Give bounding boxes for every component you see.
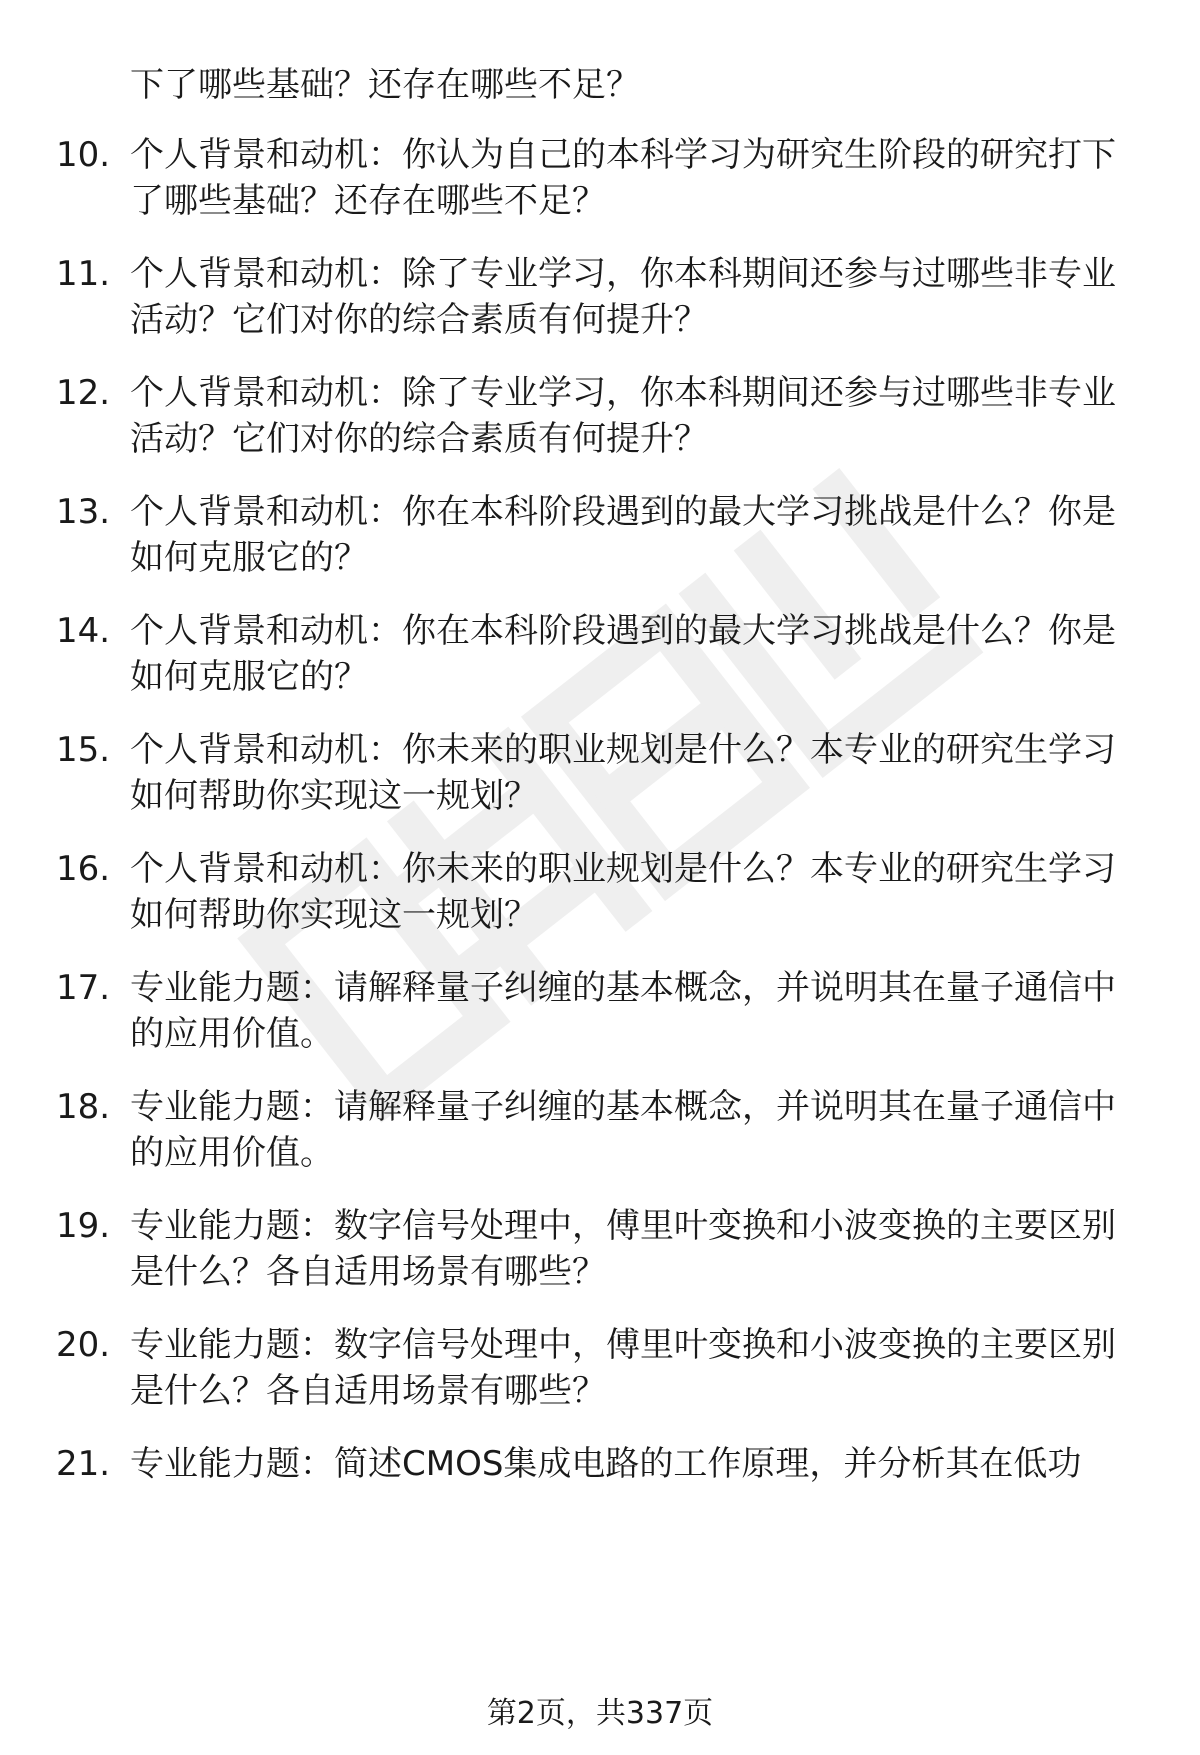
question-number: 20.: [56, 1325, 111, 1365]
question-number: 18.: [56, 1087, 111, 1127]
question-number: 21.: [56, 1444, 111, 1484]
question-text: 专业能力题：数字信号处理中，傅里叶变换和小波变换的主要区别是什么？各自适用场景有哪些？: [130, 1206, 1116, 1292]
page-footer: 第2页，共337页: [486, 1696, 714, 1731]
question-text: 个人背景和动机：你认为自己的本科学习为研究生阶段的研究打下了哪些基础？还存在哪些不足？: [130, 135, 1116, 221]
question-number: 11.: [56, 254, 111, 294]
question-number: 19.: [56, 1206, 111, 1246]
question-text: 专业能力题：简述CMOS集成电路的工作原理，并分析其在低功: [130, 1444, 1082, 1484]
question-text: 专业能力题：请解释量子纠缠的基本概念，并说明其在量子通信中的应用价值。: [130, 1087, 1116, 1173]
question-number: 13.: [56, 492, 111, 532]
question-number: 12.: [56, 373, 111, 413]
question-text: 个人背景和动机：你在本科阶段遇到的最大学习挑战是什么？你是如何克服它的？: [130, 492, 1116, 578]
question-text: 个人背景和动机：除了专业学习，你本科期间还参与过哪些非专业活动？它们对你的综合素质有何提升？: [130, 254, 1116, 340]
question-number: 14.: [56, 611, 111, 651]
question-number: 17.: [56, 968, 111, 1008]
question-number: 10.: [56, 135, 111, 175]
question-text: 个人背景和动机：除了专业学习，你本科期间还参与过哪些非专业活动？它们对你的综合素质有何提升？: [130, 373, 1116, 459]
question-text: 专业能力题：请解释量子纠缠的基本概念，并说明其在量子通信中的应用价值。: [130, 968, 1116, 1054]
question-text: 个人背景和动机：你在本科阶段遇到的最大学习挑战是什么？你是如何克服它的？: [130, 611, 1116, 697]
question-text: 个人背景和动机：你未来的职业规划是什么？本专业的研究生学习如何帮助你实现这一规划？: [130, 730, 1116, 816]
question-text: 专业能力题：数字信号处理中，傅里叶变换和小波变换的主要区别是什么？各自适用场景有哪些？: [130, 1325, 1116, 1411]
question-number: 16.: [56, 849, 111, 889]
continuation-text: 下了哪些基础？还存在哪些不足？: [130, 65, 640, 105]
question-number: 15.: [56, 730, 111, 770]
question-text: 个人背景和动机：你未来的职业规划是什么？本专业的研究生学习如何帮助你实现这一规划？: [130, 849, 1116, 935]
